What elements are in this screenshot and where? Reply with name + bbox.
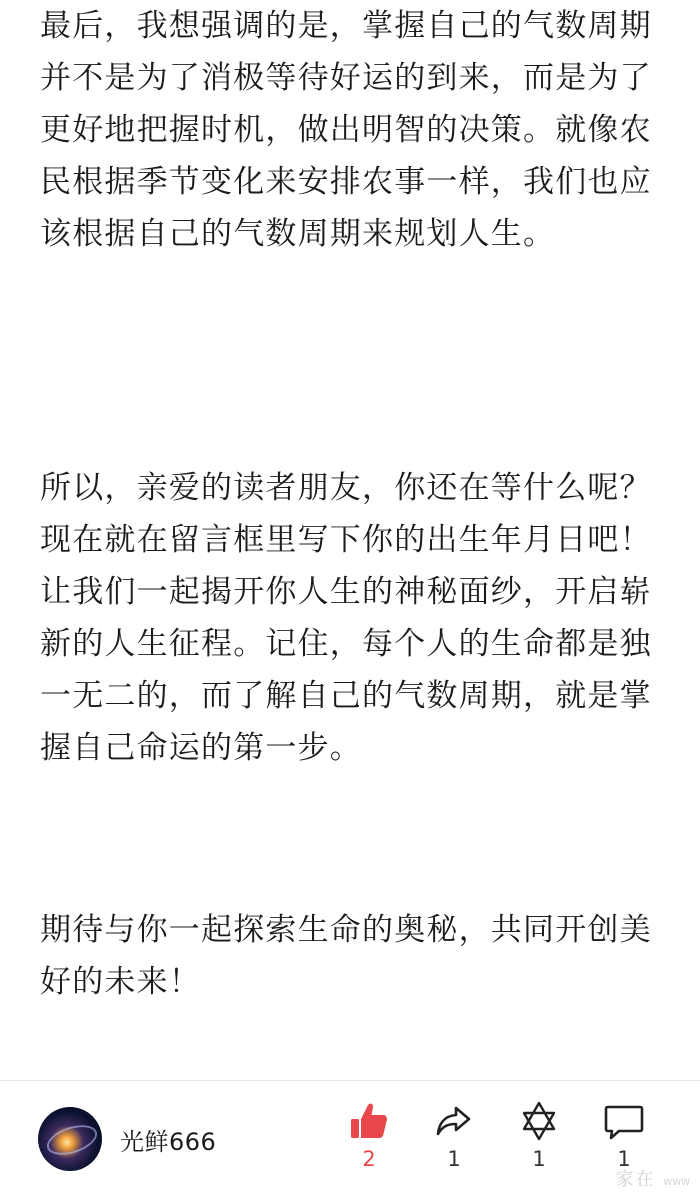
comment-button[interactable]	[594, 1099, 654, 1171]
article-paragraph: 最后，我想强调的是，掌握自己的气数周期并不是为了消极等待好运的到来，而是为了更好地把握时机，做出明智的决策。就像农民根据季节变化来安排农事一样，我们也应该根据自己的气数周期来规划人生。	[40, 8, 652, 252]
avatar[interactable]	[38, 1107, 102, 1171]
thumbs-up-icon	[347, 1099, 391, 1143]
share-arrow-icon	[432, 1099, 476, 1143]
watermark-small-text: WWW	[663, 1178, 690, 1188]
collect-button[interactable]	[509, 1099, 569, 1171]
comment-count: 1	[617, 1147, 631, 1171]
article-paragraph: 期待与你一起探索生命的奥秘，共同开创美好的未来！	[40, 912, 652, 1000]
like-count: 2	[362, 1147, 376, 1171]
share-count: 1	[447, 1147, 461, 1171]
author-info[interactable]	[38, 1107, 216, 1171]
like-button[interactable]	[339, 1099, 399, 1171]
bottom-action-bar	[0, 1080, 700, 1197]
comment-bubble-icon	[602, 1099, 646, 1143]
watermark-text: 家在	[615, 1169, 656, 1190]
author-name[interactable]: 光鲜666	[120, 1127, 217, 1156]
star-of-david-icon	[517, 1099, 561, 1143]
share-button[interactable]	[424, 1099, 484, 1171]
collect-count: 1	[532, 1147, 546, 1171]
watermark	[616, 1165, 690, 1191]
article-paragraph: 所以，亲爱的读者朋友，你还在等什么呢？现在就在留言框里写下你的出生年月日吧！让我们一起揭开你人生的神秘面纱，开启崭新的人生征程。记住，每个人的生命都是独一无二的，而了解自己的气数周期，就是掌握自己命运的第一步。	[40, 470, 652, 766]
galaxy-swirl	[43, 1120, 100, 1161]
